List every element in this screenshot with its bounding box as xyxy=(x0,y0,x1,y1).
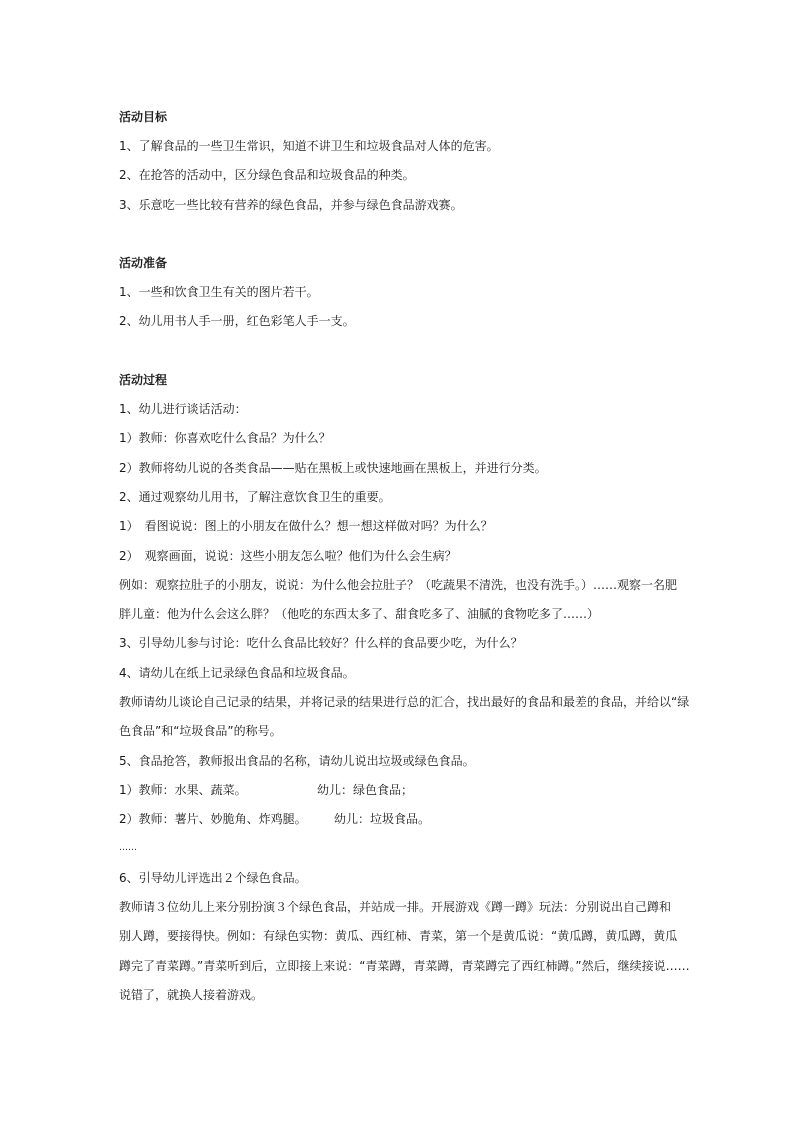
paragraph-line: 1） 看图说说：图上的小朋友在做什么？想一想这样做对吗？为什么？ xyxy=(119,519,493,534)
paragraph-line: 2、在抢答的活动中，区分绿色食品和垃圾食品的种类。 xyxy=(119,168,415,183)
qa-row xyxy=(119,775,679,804)
paragraph-line: 胖儿童：他为什么会这么胖？（他吃的东西太多了、甜食吃多了、油腻的食物吃多了……） xyxy=(119,607,600,622)
section-goals xyxy=(119,102,679,131)
qa-teacher: 2）教师：薯片、妙脆角、炸鸡腿。 xyxy=(119,812,307,827)
paragraph-line: 色食品”和“垃圾食品”的称号。 xyxy=(119,724,282,739)
paragraph-line: 1、一些和饮食卫生有关的图片若干。 xyxy=(119,285,319,300)
paragraph-line: 1）教师：你喜欢吃什么食品？为什么？ xyxy=(119,431,331,446)
paragraph-line: 2、通过观察幼儿用书，了解注意饮食卫生的重要。 xyxy=(119,489,391,504)
paragraph-line: 说错了，就换人接着游戏。 xyxy=(119,987,264,1002)
paragraph-line: 2）教师将幼儿说的各类食品——贴在黑板上或快速地画在黑板上，并进行分类。 xyxy=(119,460,547,475)
section-preparation xyxy=(119,248,679,277)
paragraph-line: 教师请幼儿谈论自己记录的结果，并将记录的结果进行总的汇合，找出最好的食品和最差的食品，并给以“绿 xyxy=(119,694,690,709)
paragraph-line: 例如：观察拉肚子的小朋友，说说：为什么他会拉肚子？（吃蔬果不清洗，也没有洗手。）……观察一名肥 xyxy=(119,577,678,592)
paragraph-line: 3、乐意吃一些比较有营养的绿色食品，并参与绿色食品游戏赛。 xyxy=(119,197,463,212)
paragraph-line: 1、幼儿进行谈话活动： xyxy=(119,402,247,417)
paragraph-line: …… xyxy=(119,843,137,854)
paragraph-line: 6、引导幼儿评选出２个绿色食品。 xyxy=(119,870,307,885)
section-heading: 活动准备 xyxy=(119,255,168,270)
paragraph-line: 蹲完了青菜蹲。”青菜听到后，立即接上来说：“青菜蹲，青菜蹲，青菜蹲完了西红柿蹲。”然后，继续接说…… xyxy=(119,958,690,973)
paragraph-line: 1、了解食品的一些卫生常识，知道不讲卫生和垃圾食品对人体的危害。 xyxy=(119,138,499,153)
qa-teacher: 1）教师：水果、蔬菜。 xyxy=(119,782,247,797)
paragraph-line: 别人蹲，要接得快。例如：有绿色实物：黄瓜、西红柿、青菜，第一个是黄瓜说：“黄瓜蹲，黄瓜蹲，黄瓜 xyxy=(119,929,678,944)
section-heading: 活动过程 xyxy=(119,372,168,387)
paragraph-line: 2、幼儿用书人手一册，红色彩笔人手一支。 xyxy=(119,314,355,329)
paragraph-line: 教师请３位幼儿上来分别扮演３个绿色食品，并站成一排。开展游戏《蹲一蹲》玩法：分别说出自己蹲和 xyxy=(119,900,672,915)
qa-child: 幼儿：绿色食品； xyxy=(317,782,414,797)
qa-child: 幼儿：垃圾食品。 xyxy=(334,812,431,827)
section-process xyxy=(119,365,679,394)
paragraph-line: 2） 观察画面，说说：这些小朋友怎么啦？他们为什么会生病？ xyxy=(119,548,457,563)
paragraph-line: 3、引导幼儿参与讨论：吃什么食品比较好？什么样的食品要少吃，为什么？ xyxy=(119,636,523,651)
paragraph-line: 5、食品抢答，教师报出食品的名称，请幼儿说出垃圾或绿色食品。 xyxy=(119,753,475,768)
document-page xyxy=(119,102,690,1010)
section-heading: 活动目标 xyxy=(119,109,168,124)
qa-row xyxy=(119,805,679,834)
paragraph-line: 4、请幼儿在纸上记录绿色食品和垃圾食品。 xyxy=(119,665,355,680)
